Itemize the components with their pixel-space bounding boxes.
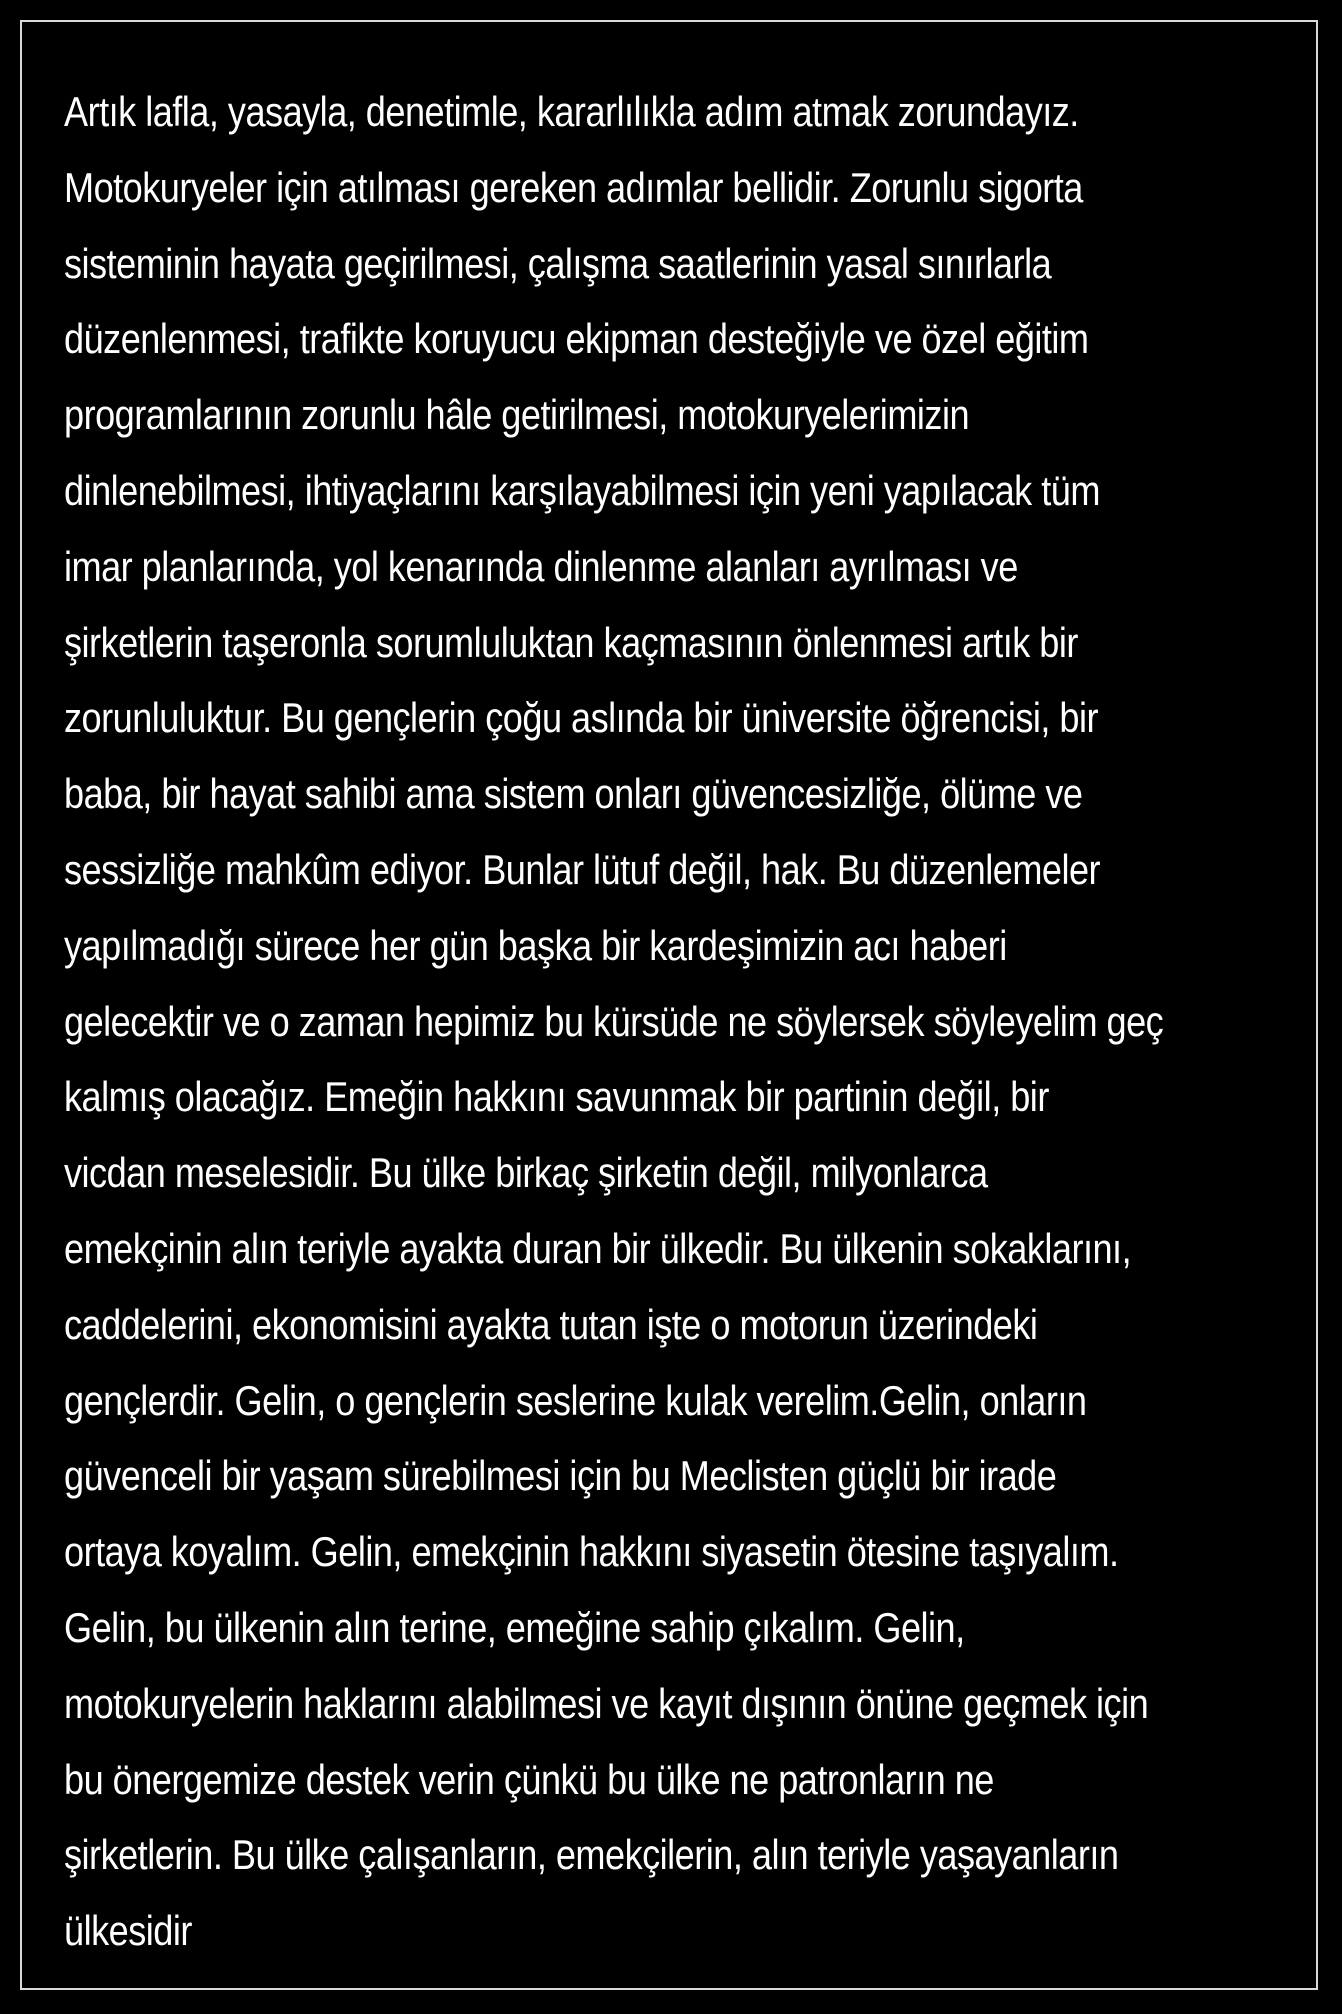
text-line: güvenceli bir yaşam sürebilmesi için bu Meclisten güçlü bir irade bbox=[64, 1452, 1057, 1500]
text-line: ülkesidir bbox=[64, 1907, 192, 1955]
text-line: dinlenebilmesi, ihtiyaçlarını karşılayabilmesi için yeni yapılacak tüm bbox=[64, 466, 1100, 514]
text-line: şirketlerin. Bu ülke çalışanların, emekçilerin, alın teriyle yaşayanların bbox=[64, 1831, 1119, 1879]
text-line: sessizliğe mahkûm ediyor. Bunlar lütuf değil, hak. Bu düzenlemeler bbox=[64, 845, 1101, 893]
text-line: vicdan meselesidir. Bu ülke birkaç şirketin değil, milyonlarca bbox=[64, 1149, 988, 1197]
text-line: yapılmadığı sürece her gün başka bir kardeşimizin acı haberi bbox=[64, 921, 1007, 969]
text-line: programlarının zorunlu hâle getirilmesi, motokuryelerimizin bbox=[64, 391, 970, 439]
text-line: bu önergemize destek verin çünkü bu ülke ne patronların ne bbox=[64, 1755, 994, 1803]
text-line: zorunluluktur. Bu gençlerin çoğu aslında bir üniversite öğrencisi, bir bbox=[64, 694, 1099, 742]
text-line: Artık lafla, yasayla, denetimle, kararlılıkla adım atmak zorundayız. bbox=[64, 88, 1079, 135]
text-line: emekçinin alın teriyle ayakta duran bir ülkedir. Bu ülkenin sokaklarını, bbox=[64, 1224, 1132, 1272]
document-frame bbox=[20, 20, 1318, 1990]
text-line: kalmış olacağız. Emeğin hakkını savunmak bir partinin değil, bir bbox=[64, 1073, 1049, 1121]
text-line: düzenlenmesi, trafikte koruyucu ekipman desteğiyle ve özel eğitim bbox=[64, 315, 1089, 363]
text-line: şirketlerin taşeronla sorumluluktan kaçmasının önlenmesi artık bir bbox=[64, 618, 1078, 666]
speech-paragraph bbox=[64, 74, 1164, 1969]
text-line: gençlerdir. Gelin, o gençlerin seslerine kulak verelim.Gelin, onların bbox=[64, 1376, 1087, 1424]
text-line: Gelin, bu ülkenin alın terine, emeğine sahip çıkalım. Gelin, bbox=[64, 1603, 965, 1651]
text-line: baba, bir hayat sahibi ama sistem onları güvencesizliğe, ölüme ve bbox=[64, 770, 1083, 818]
text-line: motokuryelerin haklarını alabilmesi ve kayıt dışının önüne geçmek için bbox=[64, 1679, 1149, 1727]
text-line: gelecektir ve o zaman hepimiz bu kürsüde ne söylersek söyleyelim geç bbox=[64, 997, 1164, 1045]
text-line: imar planlarında, yol kenarında dinlenme alanları ayrılması ve bbox=[64, 542, 1018, 590]
text-line: Motokuryeler için atılması gereken adımlar bellidir. Zorunlu sigorta bbox=[64, 163, 1083, 211]
text-line: ortaya koyalım. Gelin, emekçinin hakkını siyasetin ötesine taşıyalım. bbox=[64, 1528, 1119, 1576]
text-line: caddelerini, ekonomisini ayakta tutan işte o motorun üzerindeki bbox=[64, 1300, 1038, 1348]
text-line: sisteminin hayata geçirilmesi, çalışma saatlerinin yasal sınırlarla bbox=[64, 239, 1052, 287]
